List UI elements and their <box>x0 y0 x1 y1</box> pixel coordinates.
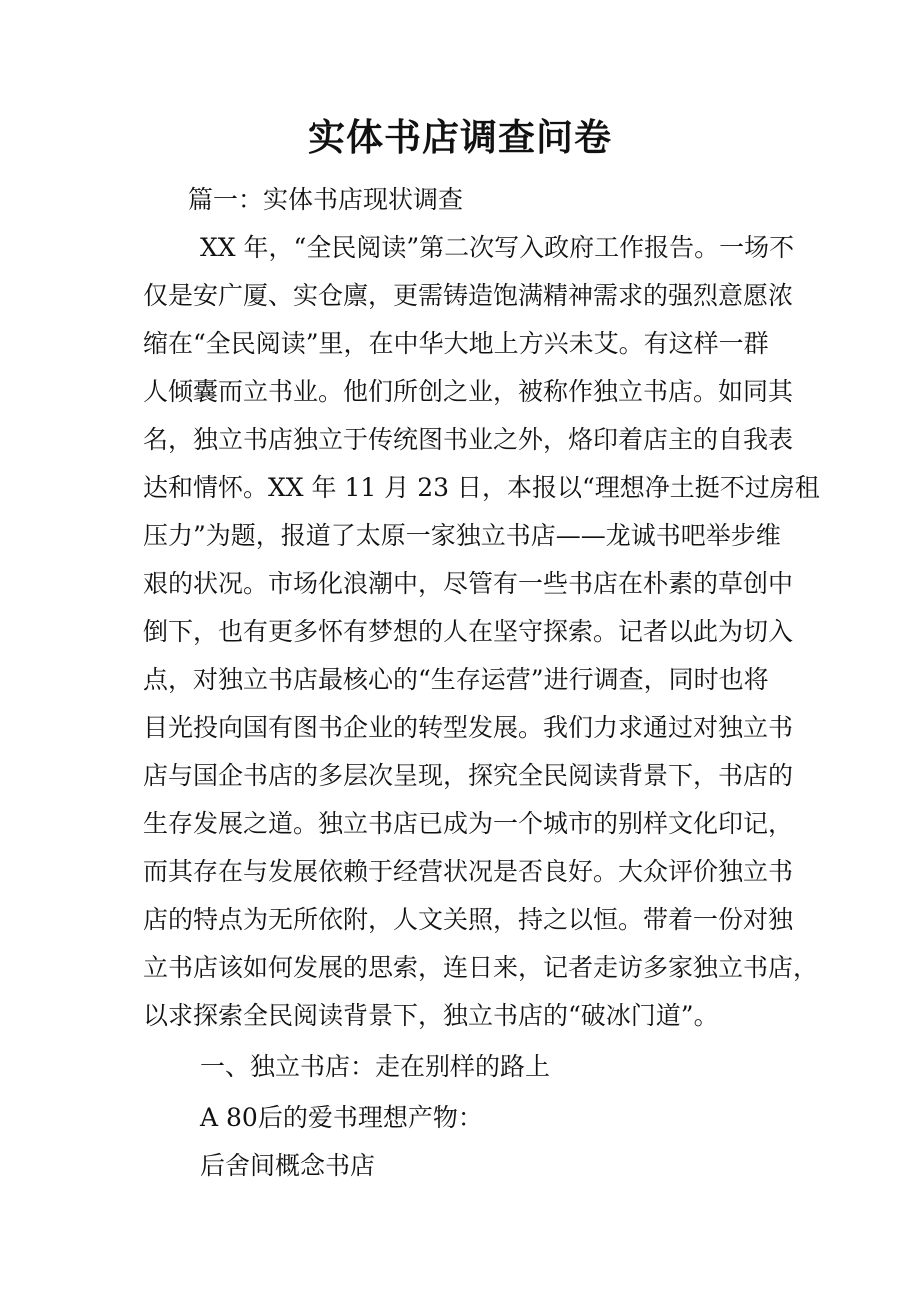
paragraph-line: 生存发展之道。独立书店已成为一个城市的别样文化印记， <box>143 809 794 838</box>
paragraph-line: 达和情怀。XX 年 11 月 23 日，本报以“理想净土挺不过房租 <box>143 473 820 502</box>
paragraph-line: 而其存在与发展依赖于经营状况是否良好。大众评价独立书 <box>143 857 794 886</box>
paragraph-line: 艰的状况。市场化浪潮中，尽管有一些书店在朴素的草创中 <box>143 569 794 598</box>
paragraph-line: 仅是安广厦、实仓廪，更需铸造饱满精神需求的强烈意愿浓 <box>143 281 794 310</box>
paragraph-line: 店与国企书店的多层次呈现，探究全民阅读背景下，书店的 <box>143 761 794 790</box>
paragraph-line: 倒下，也有更多怀有梦想的人在坚守探索。记者以此为切入 <box>143 617 794 646</box>
paragraph-line: 名，独立书店独立于传统图书业之外，烙印着店主的自我表 <box>143 425 794 454</box>
paragraph-line: 压力”为题，报道了太原一家独立书店——龙诚书吧举步维 <box>143 521 781 550</box>
subheading-80s-ideal: A 80后的爱书理想产物： <box>200 1103 483 1132</box>
paragraph-line: 目光投向国有图书企业的转型发展。我们力求通过对独立书 <box>143 713 794 742</box>
paragraph-line: 立书店该如何发展的思索，连日来，记者走访多家独立书店， <box>143 953 819 982</box>
paragraph-line: 缩在“全民阅读”里，在中华大地上方兴未艾。有这样一群 <box>143 329 769 358</box>
paragraph-line: 店的特点为无所依附，人文关照，持之以恒。带着一份对独 <box>143 905 794 934</box>
subheading-concept-bookstore: 后舍间概念书店 <box>200 1151 376 1180</box>
paragraph-line: 人倾囊而立书业。他们所创之业，被称作独立书店。如同其 <box>143 377 794 406</box>
document-title: 实体书店调查问卷 <box>308 115 612 159</box>
section-heading: 篇一：实体书店现状调查 <box>188 185 464 214</box>
subheading-independent-bookstores: 一、独立书店：走在别样的路上 <box>200 1052 551 1081</box>
paragraph-line: 以求探索全民阅读背景下，独立书店的“破冰门道”。 <box>143 1001 719 1030</box>
paragraph-line: XX 年，“全民阅读”第二次写入政府工作报告。一场不 <box>200 233 795 262</box>
paragraph-line: 点，对独立书店最核心的“生存运营”进行调查，同时也将 <box>143 665 769 694</box>
